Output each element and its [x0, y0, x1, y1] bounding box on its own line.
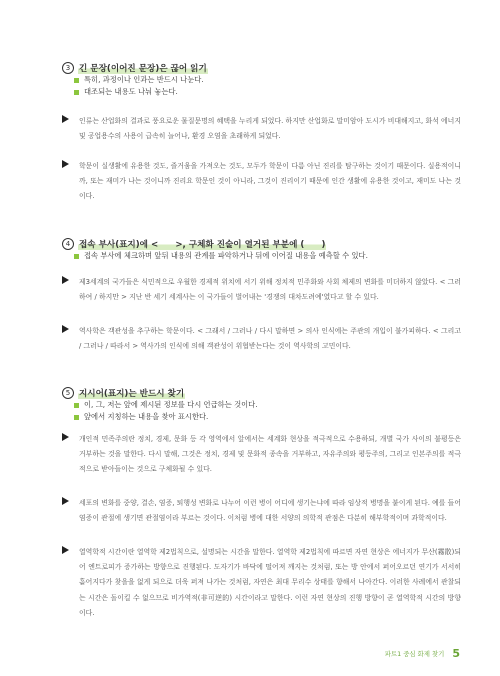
section-title: 긴 문장(이어진 문장)은 끊어 읽기 — [79, 63, 207, 74]
section-number: 5 — [62, 387, 74, 399]
paragraph-text: 제3세계의 국가들은 식민적으로 우월한 경제적 위치에 서기 위해 정치적 민주화와 사회 체제의 변화를 미더하지 않았다. < 그러하여 / 하지만 > 지난 반 세기 세계사는 이 국가들이 벌어내는 '경쟁의 대차도려예'였다고 할 수 있다. — [79, 278, 461, 302]
triangle-bullet-icon — [62, 325, 69, 333]
section-4 — [62, 237, 462, 262]
page-number: 5 — [452, 647, 460, 660]
green-square-bullet-icon — [74, 90, 79, 95]
example-paragraph — [62, 545, 462, 621]
section-3 — [62, 61, 462, 98]
triangle-bullet-icon — [62, 276, 69, 284]
triangle-bullet-icon — [62, 546, 69, 554]
triangle-bullet-icon — [62, 160, 69, 168]
green-square-bullet-icon — [74, 254, 79, 259]
triangle-bullet-icon — [62, 433, 69, 441]
paragraph-text: 열역학적 시간이란 열역학 제2법칙으로, 설명되는 시간을 말한다. 열역학 제2법칙에 따르면 자연 현상은 에너지가 무산(霧散)되어 엔트로피가 증가하는 방향으로 진행된다. 도자기가 바닥에 떨어져 깨지는 것처럼, 또는 방 안에서 퍼어오르던 연기가 서서히 흩어지다가 찾을을 없게 되으로 더욱 퍼져 나가는 것처럼, 자연은 최대 무리수 상태를 향해서 나아간다. 이러한 사례에서 관찰되는 시간은 돌이킬 수 없으므로 비가역적(非可逆的) 시간이라고 말한다. 이런 자연 현상의 진행 방향이 곧 열역학적 시간의 방향이다. — [79, 548, 461, 617]
sub-point-text: 이, 그, 저는 앞에 제시된 정보를 다시 언급하는 것이다. — [84, 400, 258, 409]
page-footer — [385, 647, 460, 660]
green-square-bullet-icon — [74, 78, 79, 83]
triangle-bullet-icon — [62, 115, 69, 123]
sub-point — [74, 250, 462, 262]
sub-point — [74, 74, 462, 86]
sub-point-text: 대조되는 내용도 나눠 놓는다. — [84, 87, 178, 96]
paragraph-text: 개인적 민족주의란 정치, 경제, 문화 등 각 영역에서 앞에서는 세계화 현상을 적극적으로 수용하되, 개별 국가 사이의 불평등은 거부하는 것을 말한다. 다시 말해, 그것은 정치, 경제 및 문화적 종속을 거부하고, 자유주의와 평등주의, 그리고 인본주의를 적극적으로 받아들이는 것으로 구체화될 수 있다. — [79, 435, 461, 474]
section-title: 지시어(표지)는 반드시 찾기 — [79, 388, 185, 399]
example-paragraph — [62, 496, 462, 526]
section-heading — [62, 386, 462, 399]
paragraph-text: 인류는 산업화의 결과로 풍요로운 물질문명의 혜택을 누리게 되었다. 하지만 산업화로 말미암아 도시가 비대해지고, 화석 에너지 및 공업용수의 사용이 급속히 늘어나, 환경 오염을 초래하게 되었다. — [79, 117, 461, 141]
footer-chapter-label: 파트1 중심 화제 찾기 — [384, 650, 445, 658]
sub-point — [74, 399, 462, 411]
example-paragraph — [62, 275, 462, 305]
sub-point — [74, 86, 462, 98]
paragraph-text: 역사학은 객관성을 추구하는 학문이다. < 그래서 / 그러나 / 다시 말하면 > 의사 인식에는 주관의 개입이 불가피하다. < 그리고 / 그러나 / 따라서 > 역사가의 인식에 의해 객관성이 위협받는다는 것이 역사학의 고민이다. — [79, 327, 461, 351]
section-heading — [62, 237, 462, 250]
paragraph-text: 세포의 변화를 중양, 결손, 염증, 퇴행성 변화로 나누어 이런 병이 어디에 생기는냐에 따라 임상적 병명을 붙이게 된다. 예를 들어 염증이 관절에 생기면 관절염이라 부르는 것이다. 이처럼 병에 대한 서양의 의학적 관점은 다분히 해부학적이며 과학적이다. — [79, 499, 461, 523]
triangle-bullet-icon — [62, 497, 69, 505]
green-square-bullet-icon — [74, 415, 79, 420]
paragraph-text: 학문이 실생활에 유용한 것도, 즐거움을 가져오는 것도, 모두가 학문이 다름 아닌 진리를 탐구하는 것이기 때문이다. 실용적이니까, 또는 재미가 나는 것이니까 진리요 학문인 것이 아니라, 그것이 진리이기 때문에 인간 생활에 유용한 것이고, 재미도 나는 것이다. — [79, 162, 461, 201]
section-title: 접속 부사(표지)에 < >, 구체화 진술이 열거된 부분에 ( ) — [79, 239, 326, 250]
example-paragraph — [62, 432, 462, 478]
sub-point-text: 접속 부사에 체크하며 앞뒤 내용의 관계를 파악하거나 뒤에 이어질 내용을 예측할 수 있다. — [84, 251, 368, 260]
example-paragraph — [62, 324, 462, 354]
green-square-bullet-icon — [74, 403, 79, 408]
example-paragraph — [62, 114, 462, 144]
section-number: 3 — [62, 62, 74, 74]
sub-point — [74, 411, 462, 423]
example-paragraph — [62, 159, 462, 205]
sub-point-text: 앞에서 지칭하는 내용을 찾아 표시한다. — [84, 412, 209, 421]
section-number: 4 — [62, 238, 74, 250]
section-5 — [62, 386, 462, 423]
sub-point-text: 특히, 과정이나 인과는 반드시 나눈다. — [84, 75, 204, 84]
section-heading — [62, 61, 462, 74]
